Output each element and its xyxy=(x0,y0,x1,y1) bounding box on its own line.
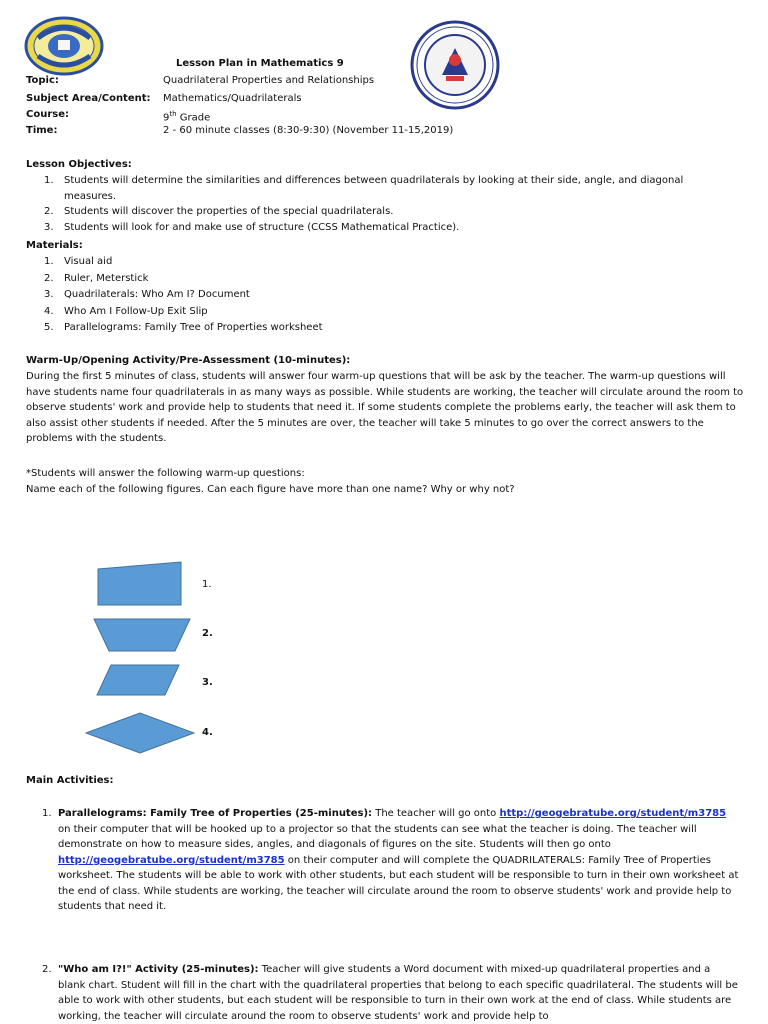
figure-1 xyxy=(97,561,183,613)
course-label: Course: xyxy=(26,109,69,120)
deped-seal-right xyxy=(410,20,500,110)
topic-label: Topic: xyxy=(26,75,59,86)
objectives-list xyxy=(26,173,726,235)
main-activity-item: 2. "Who am I?!" Activity (25-minutes): Teacher will give students a Word document with mixed-up quadrilateral properties and a blank chart. Student will fill in the chart with the quadrilateral properties that belong to each specific quadrilateral. The students will be able to work with other students, but each student will be responsible to turn in their own work at the end of class. While students are working, the teacher will circulate around the room to observe students' work and provide help to xyxy=(42,964,738,1022)
subject-value: Mathematics/Quadrilaterals xyxy=(163,93,302,104)
figure-4-label: 4. xyxy=(202,727,213,738)
warmup-note: *Students will answer the following warm-up questions: xyxy=(26,468,305,479)
list-item: 2. Ruler, Meterstick xyxy=(44,272,149,284)
warmup-body: During the first 5 minutes of class, students will answer four warm-up questions that will be ask by the teacher. The warm-up questions will have students name four quadrilaterals in as many ways as possible. While students are working, the teacher will circulate around the room to observe students' work and provide help to students that need it. If some students complete the problems early, the teacher will ask them to also assist other students if needed. After the 5 minutes are over, the teacher will take 5 minutes to go over the correct answers to the problems with the students. xyxy=(26,371,744,444)
activity-title: "Who am I?!" Activity (25-minutes): xyxy=(58,964,259,975)
list-item: 3. Quadrilaterals: Who Am I? Document xyxy=(44,289,250,300)
list-item: 1. Visual aid xyxy=(44,256,113,267)
main-activity-item: 1. Parallelograms: Family Tree of Properties (25-minutes): The teacher will go onto http://geogebratube.org/student/m3785 on their computer that will be hooked up to a projector so that the students can see what the teacher is doing. The teacher will demonstrate on how to measure sides, angles, and diagonals of figures on the site. Students will then go onto http://geogebratube.org/student/m3785 on their computer and will complete the QUADRILATERALS: Family Tree of Properties worksheet. The students will be able to work with other students, but each student will be responsible to turn in their own worksheet at the end of class. While students are working, the teacher will circulate around the room to observe students' work and provide help to students that need it. xyxy=(42,808,739,912)
list-item: 2. Students will discover the properties of the special quadrilaterals. xyxy=(44,206,394,217)
figure-4 xyxy=(85,712,195,760)
course-value: 9th Grade xyxy=(163,110,211,124)
time-value: 2 - 60 minute classes (8:30-9:30) (November 11-15,2019) xyxy=(163,125,454,136)
topic-value: Quadrilateral Properties and Relationships xyxy=(163,75,375,86)
figure-3 xyxy=(96,664,180,702)
activity-title: Parallelograms: Family Tree of Properties (25-minutes): xyxy=(58,808,373,819)
list-item: 5. Parallelograms: Family Tree of Properties worksheet xyxy=(44,322,323,333)
list-item: 3. Students will look for and make use of structure (CCSS Mathematical Practice). xyxy=(44,221,460,233)
warmup-question: Name each of the following figures. Can each figure have more than one name? Why or why not? xyxy=(26,484,515,495)
time-label: Time: xyxy=(26,125,58,136)
deped-logo-left xyxy=(24,16,104,76)
warmup-heading: Warm-Up/Opening Activity/Pre-Assessment (10-minutes): xyxy=(26,355,351,366)
materials-list xyxy=(26,254,726,337)
figure-1-label: 1. xyxy=(202,579,212,590)
main-activities-heading: Main Activities: xyxy=(26,775,114,786)
geogebra-link[interactable]: http://geogebratube.org/student/m3785 xyxy=(58,854,285,866)
list-item: 1. Students will determine the similarities and differences between quadrilaterals by looking at their side, angle, and diagonal measures. xyxy=(44,175,684,202)
page-title: Lesson Plan in Mathematics 9 xyxy=(176,58,344,69)
main-activity-list-1 xyxy=(0,806,740,915)
materials-heading: Materials: xyxy=(26,240,83,251)
geogebra-link[interactable]: http://geogebratube.org/student/m3785 xyxy=(499,808,727,819)
objectives-heading: Lesson Objectives: xyxy=(26,159,132,170)
figure-3-label: 3. xyxy=(202,677,213,688)
figure-2-label: 2. xyxy=(202,628,213,639)
subject-label: Subject Area/Content: xyxy=(26,93,151,104)
figure-2 xyxy=(93,618,191,658)
list-item: 4. Who Am I Follow-Up Exit Slip xyxy=(44,305,208,317)
main-activity-list-2 xyxy=(0,962,740,1024)
